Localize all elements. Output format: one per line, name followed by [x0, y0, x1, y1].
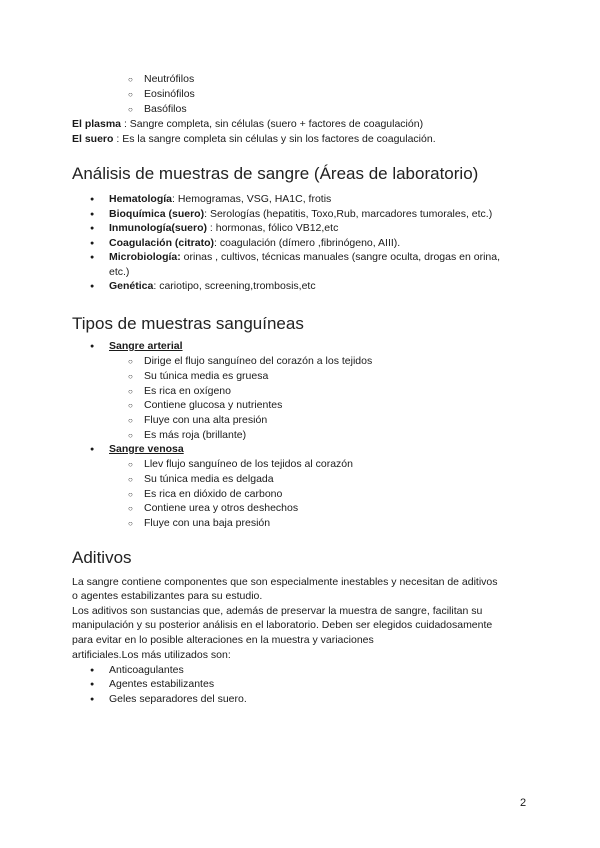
- document-page: Neutrófilos Eosinófilos Basófilos El plasma : Sangre completa, sin células (suero + factores de coagulación) El suero : Es la sangre completa sin células y sin los factores de coagulación. Análisis de muestras de sangre (Áreas de laboratorio) Hematología: Hemogramas, VSG, HA1C, frotis Bioquímica (suero): Serologías (hepatitis, Toxo,Rub, marcadores tumorales, etc.) Inmunología(suero) : hormonas, fólico VB12,etc Coagulación (citrato): coagulación (dímero ,fibrinógeno, AIII). ● Microbiología: orinas , cultivos, técnicas manuales (sangre oculta, drogas en orina, etc.) Genética: cariotipo, screening,trombosis,etc Tipos de muestras sanguíneas Sangre arterial Dirige el flujo sanguíneo del corazón a los tejidos Su túnica media es gruesa Es rica en oxígeno Contiene glucosa y nutrientes Fluye con una alta presión Es más roja (brillante) Sangre venosa Llev flujo sanguíneo de los tejidos al corazón Su túnica media es delgada Es rica en dióxido de carbono Contiene urea y otros deshechos Fluye con una baja presión Aditivos La sangre contiene componentes que son especialmente inestables y necesitan de aditivos o agentes estabilizantes para su estudio. Los aditivos son sustancias que, además de preservar la muestra de sangre, facilitan su manipulación y su posterior análisis en el laboratorio. Deben ser elegidos cuidadosamente para evitar en lo posible alteraciones en la muestra y variaciones artificiales.Los más utilizados son: Anticoagulantes Agentes estabilizantes Geles separadores del suero. 2: [0, 0, 600, 848]
- paragraph-line: La sangre contiene componentes que son especialmente inestables y necesitan de aditivos: [72, 576, 498, 588]
- paragraph-line: manipulación y su posterior análisis en el laboratorio. Deben ser elegidos cuidadosamente: [72, 619, 493, 631]
- page-number: 2: [520, 797, 527, 809]
- definition-plasma: El plasma : Sangre completa, sin células (suero + factores de coagulación): [72, 118, 424, 130]
- paragraph-line: artificiales.Los más utilizados son:: [72, 649, 231, 661]
- list-item: ● Microbiología: orinas , cultivos, técnicas manuales (sangre oculta, drogas en orina, etc.): [90, 250, 520, 280]
- section-heading-aditivos: Aditivos: [72, 548, 132, 567]
- paragraph-line: para evitar en lo posible alteraciones en la muestra y variaciones: [72, 634, 374, 646]
- paragraph-line: Los aditivos son sustancias que, además de preservar la muestra de sangre, facilitan su: [72, 605, 483, 617]
- section-heading-analisis: Análisis de muestras de sangre (Áreas de laboratorio): [72, 164, 479, 183]
- definition-suero: El suero : Es la sangre completa sin células y sin los factores de coagulación.: [72, 133, 436, 145]
- section-heading-tipos: Tipos de muestras sanguíneas: [72, 314, 304, 333]
- paragraph-line: o agentes estabilizantes para su estudio.: [72, 590, 263, 602]
